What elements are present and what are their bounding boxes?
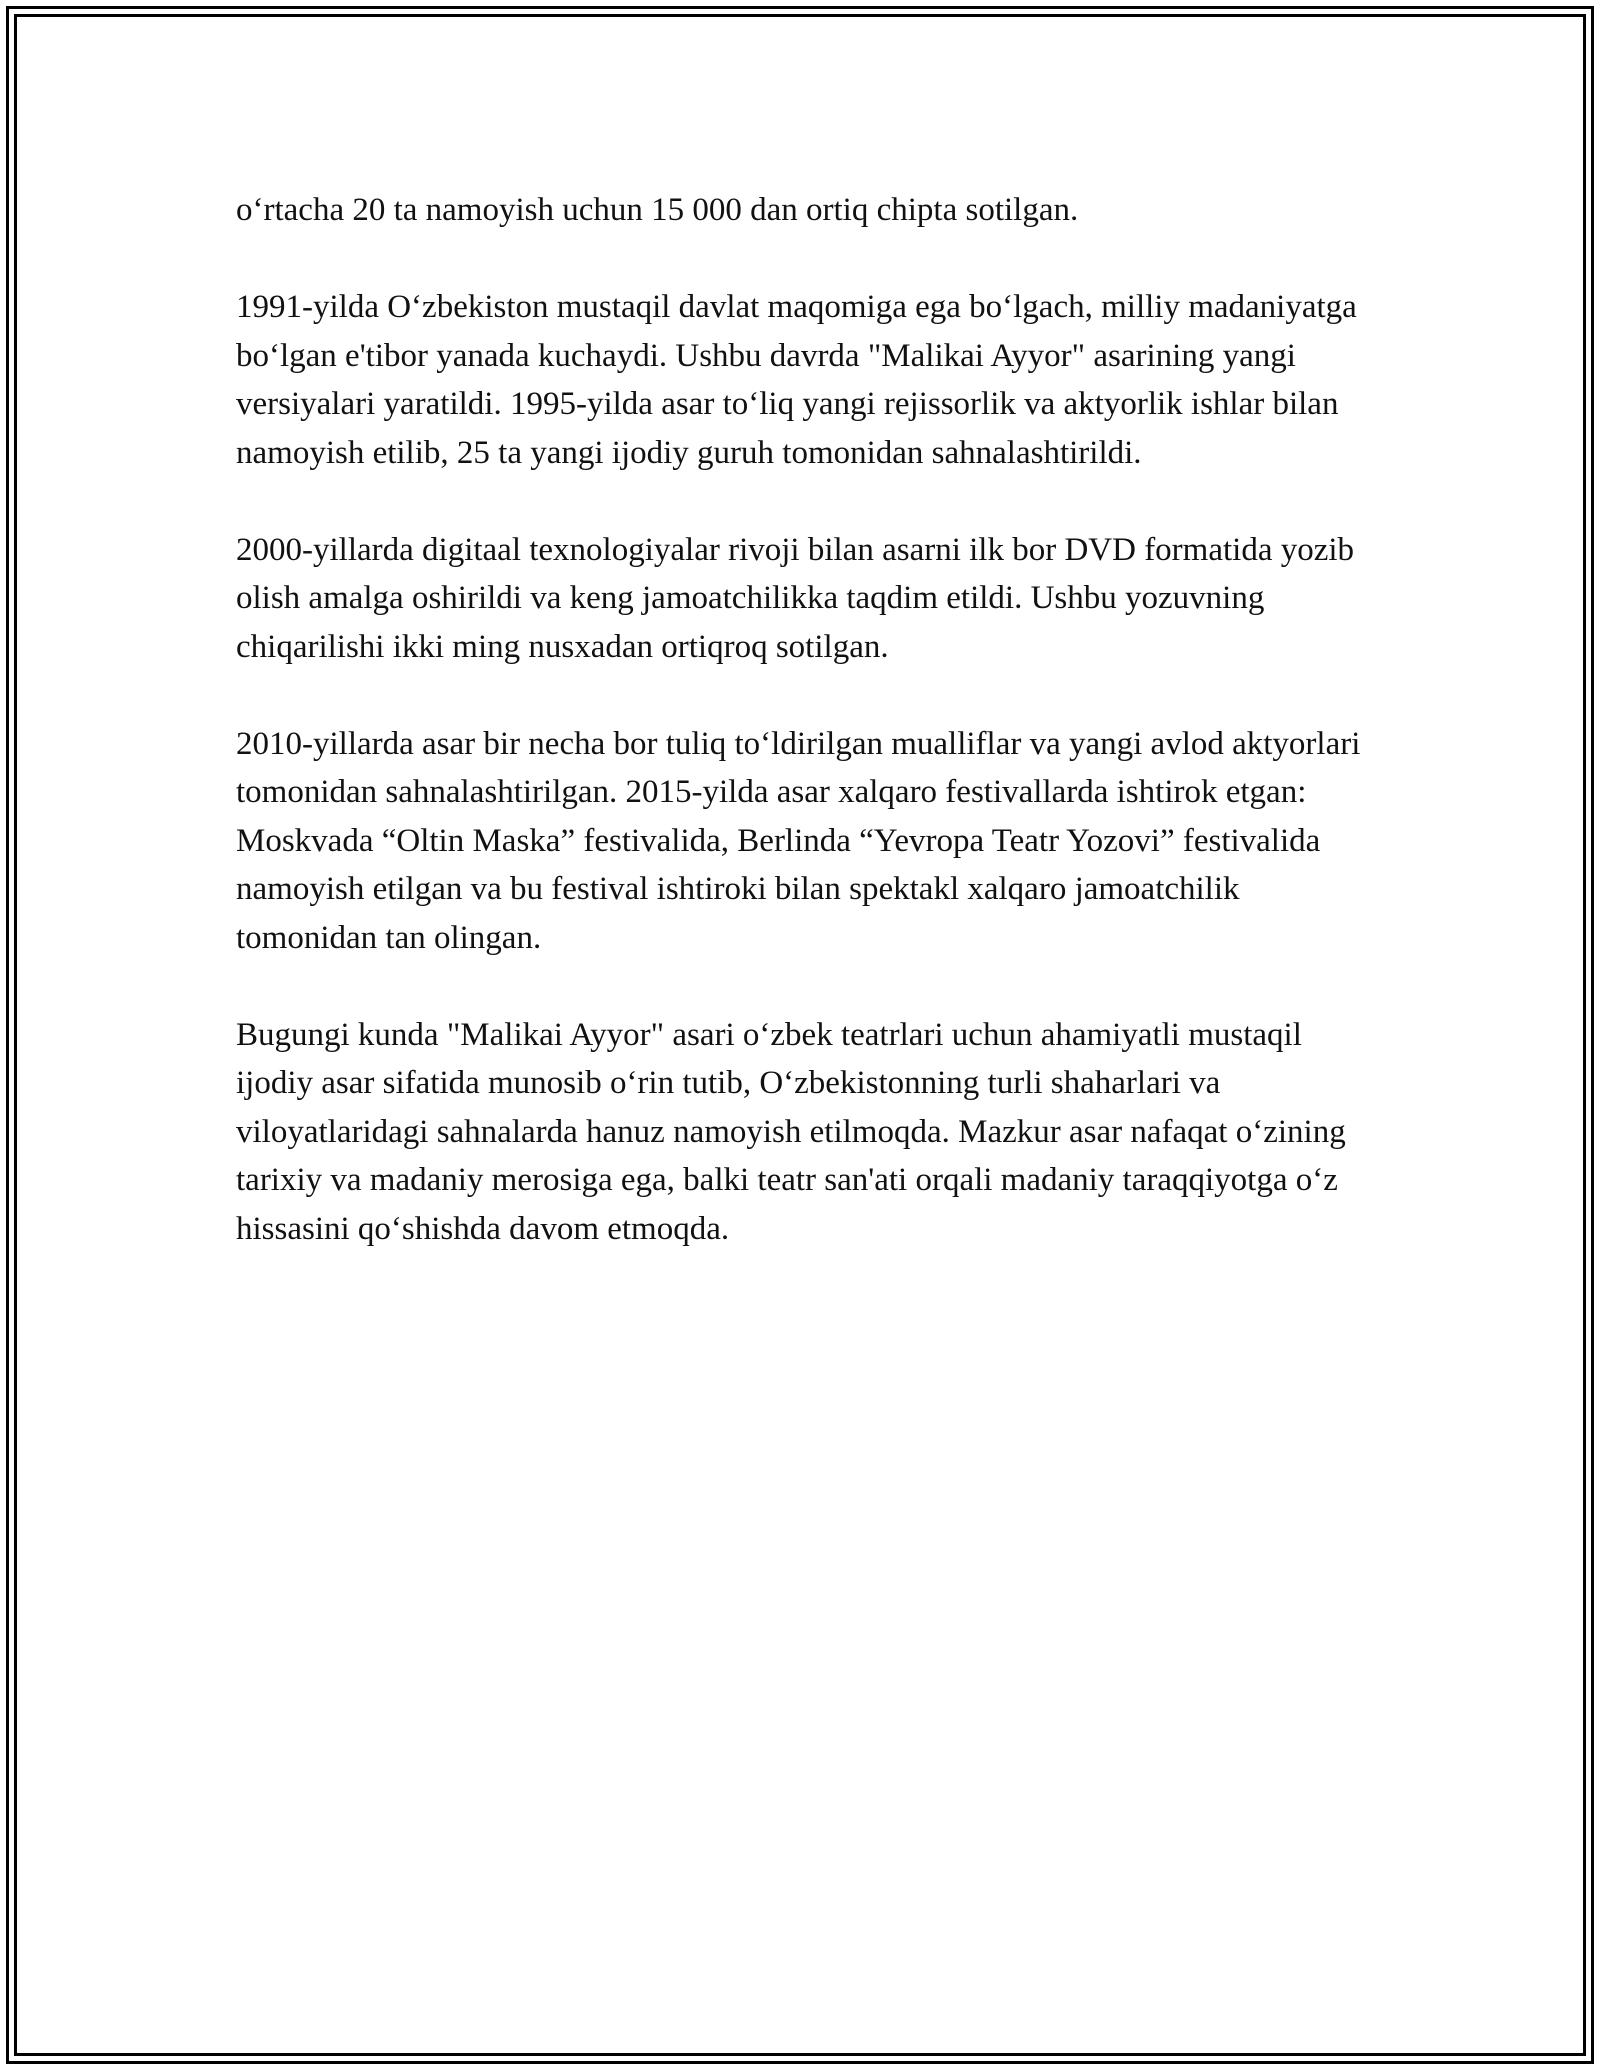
paragraph-5: Bugungi kunda "Malikai Ayyor" asari o‘zbek teatrlari uchun ahamiyatli mustaqil ijodiy asar sifatida munosib o‘rin tutib, O‘zbekistonning turli shaharlari va viloyatlaridagi sahnalarda hanuz namoyish etilmoqda. Mazkur asar nafaqat o‘zining tarixiy va madaniy merosiga ega, balki teatr san'ati orqali madaniy taraqqiyotga o‘z hissasini qo‘shishda davom etmoqda. xyxy=(236,1016,1346,1247)
paragraph-1: o‘rtacha 20 ta namoyish uchun 15 000 dan ortiq chipta sotilgan. xyxy=(236,192,1079,228)
paragraph-2: 1991-yilda O‘zbekiston mustaqil davlat maqomiga ega bo‘lgach, milliy madaniyatga bo‘lgan e'tibor yanada kuchaydi. Ushbu davrda "Malikai Ayyor" asarining yangi versiyalari yaratildi. 1995-yilda asar to‘liq yangi rejissorlik va aktyorlik ishlar bilan namoyish etilib, 25 ta yangi ijodiy guruh tomonidan sahnalashtirildi. xyxy=(236,289,1357,471)
paragraph-4: 2010-yillarda asar bir necha bor tuliq to‘ldirilgan mualliflar va yangi avlod aktyorlari tomonidan sahnalashtirilgan. 2015-yilda asar xalqaro festivallarda ishtirok etgan: Moskvada “Oltin Maska” festivalida, Berlinda “Yevropa Teatr Yozovi” festivalida namoyish etilgan va bu festival ishtiroki bilan spektakl xalqaro jamoatchilik tomonidan tan olingan. xyxy=(236,725,1361,956)
paragraph-3: 2000-yillarda digitaal texnologiyalar rivoji bilan asarni ilk bor DVD formatida yozib olish amalga oshirildi va keng jamoatchilikka taqdim etildi. Ushbu yozuvning chiqarilishi ikki ming nusxadan ortiqroq sotilgan. xyxy=(236,531,1355,665)
document-body xyxy=(236,186,1366,1302)
